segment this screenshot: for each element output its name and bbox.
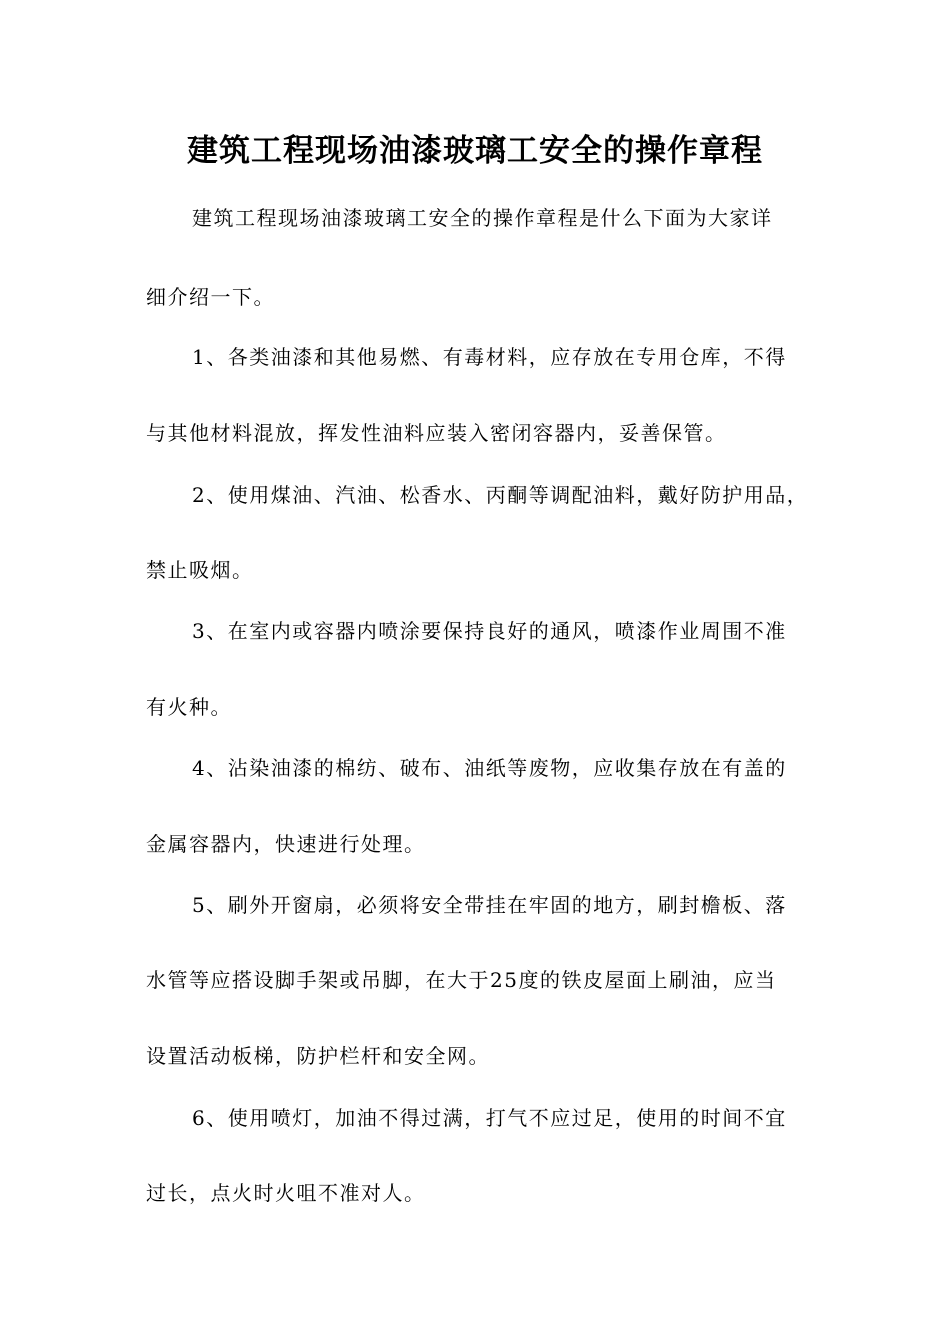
item-4-line-1: 4、沾染油漆的棉纺、破布、油纸等废物，应收集存放在有盖的 [192, 756, 787, 780]
intro-line-1: 建筑工程现场油漆玻璃工安全的操作章程是什么下面为大家详 [192, 206, 773, 230]
item-1-line-2: 与其他材料混放，挥发性油料应装入密闭容器内，妥善保管。 [146, 421, 727, 445]
item-5-line-1: 5、刷外开窗扇，必须将安全带挂在牢固的地方，刷封檐板、落 [192, 893, 787, 917]
item-5-line-2: 水管等应搭设脚手架或吊脚，在大于25度的铁皮屋面上刷油，应当 [146, 968, 777, 992]
item-6-line-1: 6、使用喷灯，加油不得过满，打气不应过足，使用的时间不宜 [192, 1106, 787, 1130]
item-2-line-1: 2、使用煤油、汽油、松香水、丙酮等调配油料，戴好防护用品， [192, 483, 809, 507]
item-3-line-1: 3、在室内或容器内喷涂要保持良好的通风，喷漆作业周围不准 [192, 619, 787, 643]
item-2-line-2: 禁止吸烟。 [146, 558, 254, 582]
item-4-line-2: 金属容器内，快速进行处理。 [146, 832, 426, 856]
item-1-line-1: 1、各类油漆和其他易燃、有毒材料，应存放在专用仓库，不得 [192, 345, 787, 369]
item-6-line-2: 过长，点火时火咀不准对人。 [146, 1181, 426, 1205]
item-5-line-3: 设置活动板梯，防护栏杆和安全网。 [146, 1044, 490, 1068]
item-3-line-2: 有火种。 [146, 695, 232, 719]
intro-line-2: 细介绍一下。 [146, 285, 275, 309]
document-title: 建筑工程现场油漆玻璃工安全的操作章程 [187, 133, 763, 169]
